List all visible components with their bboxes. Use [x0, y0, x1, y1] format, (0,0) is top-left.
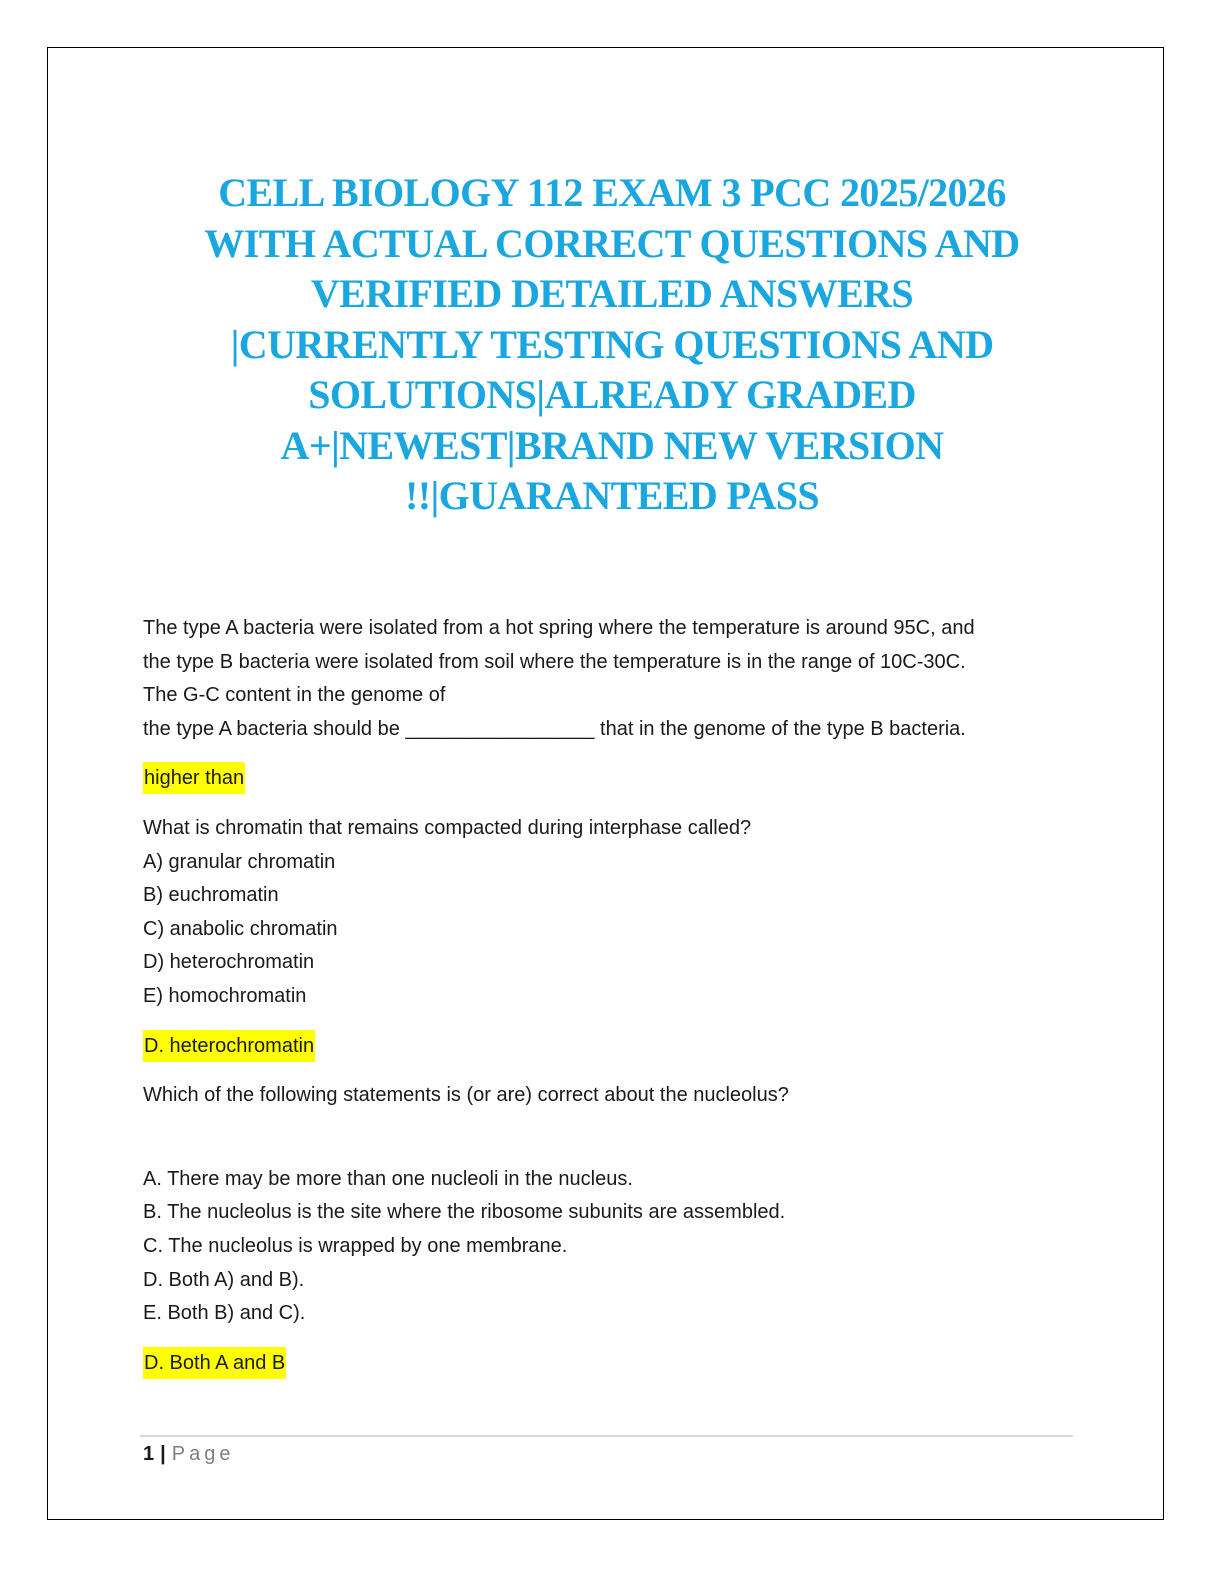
question-3-option: B. The nucleolus is the site where the ribosome subunits are assembled.: [143, 1201, 786, 1224]
question-2-option: D) heterochromatin: [143, 951, 315, 974]
page-number: 1: [143, 1443, 155, 1465]
question-2-stem: What is chromatin that remains compacted during interphase called?: [143, 816, 752, 839]
title-line: CELL BIOLOGY 112 EXAM 3 PCC 2025/2026: [218, 170, 1006, 215]
document-title: [60, 168, 1164, 522]
question-3-option: D. Both A) and B).: [143, 1268, 305, 1291]
question-1-line: The G-C content in the genome of: [143, 684, 446, 707]
title-line: WITH ACTUAL CORRECT QUESTIONS AND: [204, 220, 1020, 266]
question-2-option: B) euchromatin: [143, 884, 279, 907]
title-line: A+|NEWEST|BRAND NEW VERSION: [280, 422, 944, 468]
page-footer: [143, 1440, 234, 1468]
footer-separator: |: [160, 1443, 166, 1465]
question-3-option: A. There may be more than one nucleoli in the nucleus.: [143, 1167, 633, 1190]
questions-body: [143, 612, 1083, 1380]
question-2: [143, 812, 1083, 1014]
answer-2: D. heterochromatin: [143, 1030, 315, 1062]
title-line: SOLUTIONS|ALREADY GRADED: [308, 372, 916, 417]
question-3-stem: Which of the following statements is (or are) correct about the nucleolus?: [143, 1084, 789, 1107]
page-label: Page: [171, 1443, 235, 1465]
question-3-option: C. The nucleolus is wrapped by one membrane.: [143, 1234, 568, 1257]
question-1-line: the type B bacteria were isolated from soil where the temperature is in the range of 10C-30C.: [143, 650, 966, 673]
question-1-line: the type A bacteria should be _________________ that in the genome of the type B bacteria.: [143, 717, 966, 740]
question-1-line: The type A bacteria were isolated from a hot spring where the temperature is around 95C, and: [143, 617, 975, 639]
question-3: [143, 1079, 1083, 1331]
question-2-option: E) homochromatin: [143, 984, 307, 1007]
answer-1: higher than: [143, 762, 245, 794]
question-2-option: A) granular chromatin: [143, 850, 336, 873]
title-line: !!|GUARANTEED PASS: [405, 473, 819, 518]
question-3-option: E. Both B) and C).: [143, 1302, 306, 1325]
question-1: [143, 612, 1083, 746]
answer-3: D. Both A and B: [143, 1347, 286, 1379]
question-2-option: C) anabolic chromatin: [143, 917, 338, 940]
title-line: VERIFIED DETAILED ANSWERS: [310, 271, 914, 316]
footer-divider: [140, 1435, 1073, 1437]
title-line: |CURRENTLY TESTING QUESTIONS AND: [230, 321, 994, 367]
